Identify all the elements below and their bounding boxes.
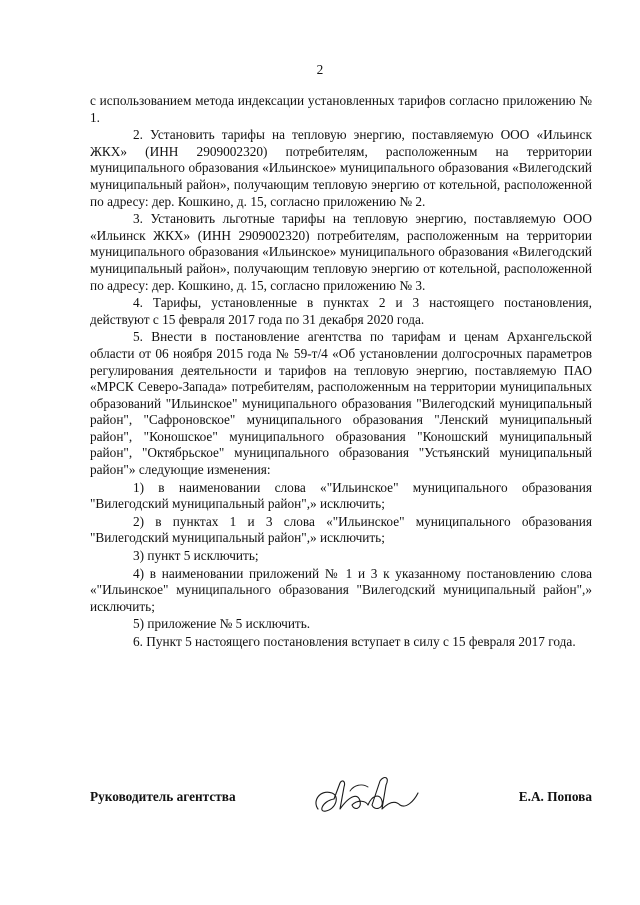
signatory-position: Руководитель агентства: [90, 789, 236, 804]
document-body: [90, 93, 592, 651]
subitem-1: 1) в наименовании слова «"Ильинское" муниципального образования "Вилегодский муниципальный район",» исключить;: [90, 479, 592, 512]
paragraph-6: 6. Пункт 5 настоящего постановления вступает в силу с 15 февраля 2017 года.: [133, 634, 576, 649]
paragraph-2: 2. Установить тарифы на тепловую энергию, поставляемую ООО «Ильинск ЖКХ» (ИНН 2909002320) потребителям, расположенным на территории муниципального образования «Ильинское» муниципального образования «Вилегодский муниципальный район», получающим тепловую энергию от котельной, расположенной по адресу: дер. Кошкино, д. 15, согласно приложению № 2.: [90, 127, 592, 209]
paragraph-3: 3. Установить льготные тарифы на тепловую энергию, поставляемую ООО «Ильинск ЖКХ» (ИНН 2909002320) потребителям, расположенным на территории муниципального образования «Ильинское» муниципального образования «Вилегодский муниципальный район», получающим тепловую энергию от котельной, расположенной по адресу: дер. Кошкино, д. 15, согласно приложению № 3.: [90, 211, 592, 293]
subitem-4: 4) в наименовании приложений № 1 и 3 к указанному постановлению слова «"Ильинское" муниципального образования "Вилегодский муниципальный район",» исключить;: [90, 565, 592, 614]
subitem-5: 5) приложение № 5 исключить.: [133, 616, 311, 632]
paragraph-5: 5. Внести в постановление агентства по тарифам и ценам Архангельской области от 06 ноября 2015 года № 59-т/4 «Об установлении долгосрочных параметров регулирования деятельности и тарифов на тепловую энергию, поставляемую ПАО «МРСК Северо-Запада» потребителям, расположенным на территории муниципальных образований "Ильинское" муниципального образования "Вилегодский муниципальный район", "Сафроновское" муниципального образования "Ленский муниципальный район", "Коношское" муниципального образования "Коношский муниципальный район", "Октябрьское" муниципального образования "Устьянский муниципальный район"» следующие изменения:: [90, 329, 592, 478]
page-number: 2: [316, 62, 324, 77]
handwritten-signature: [310, 771, 430, 821]
subitem-3: 3) пункт 5 исключить;: [133, 548, 259, 564]
signatory-name: Е.А. Попова: [518, 789, 592, 804]
paragraph-4: 4. Тарифы, установленные в пунктах 2 и 3 настоящего постановления, действуют с 15 февраля 2017 года по 31 декабря 2020 года.: [90, 295, 592, 327]
signature-block: [90, 787, 592, 827]
subitem-2: 2) в пунктах 1 и 3 слова «"Ильинское" муниципального образования "Вилегодский муниципальный район",» исключить;: [90, 513, 592, 546]
paragraph-continuation: с использованием метода индексации установленных тарифов согласно приложению № 1.: [90, 93, 592, 125]
